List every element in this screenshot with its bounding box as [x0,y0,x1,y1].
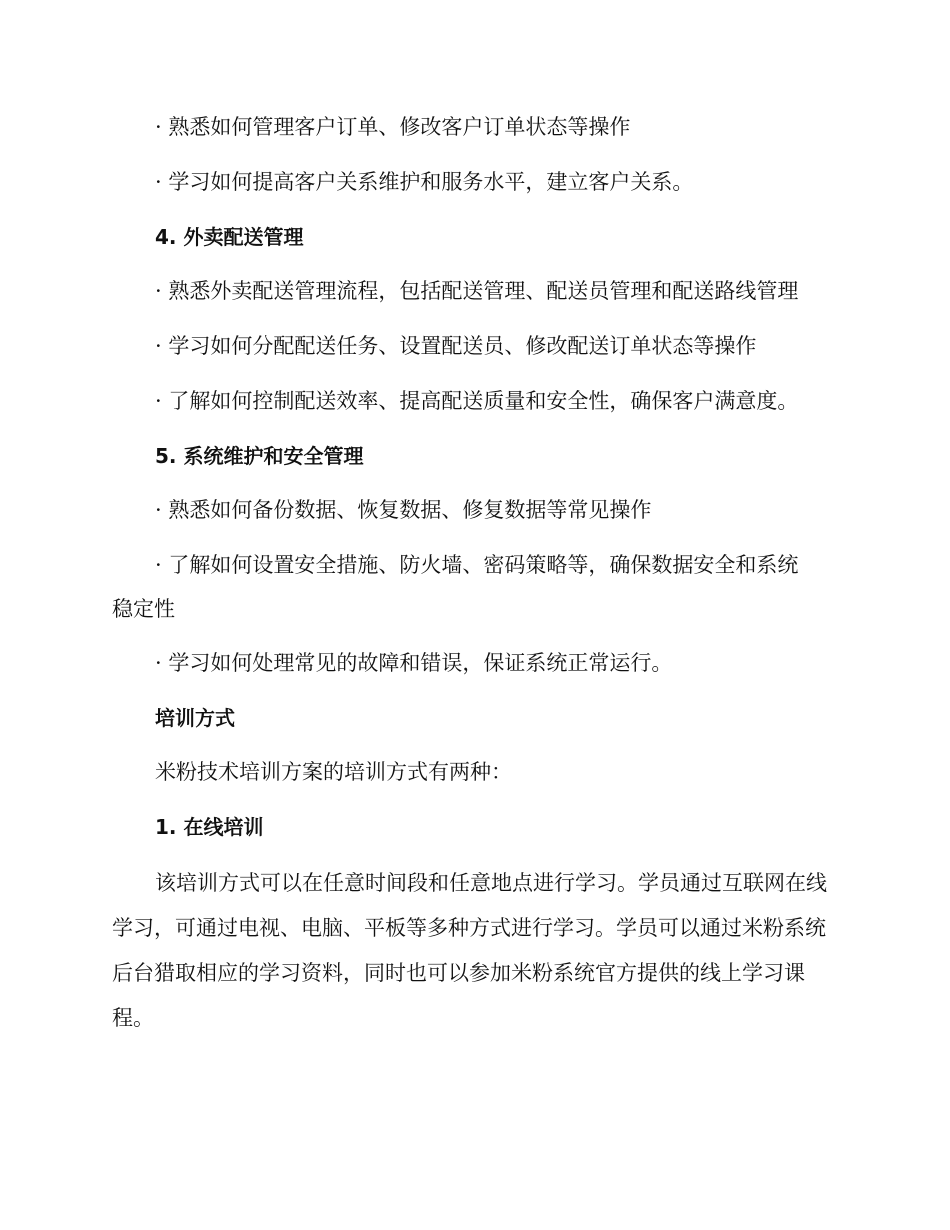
bullet-security-measures: · 了解如何设置安全措施、防火墙、密码策略等，确保数据安全和系统 [155,553,799,577]
section-heading-delivery: 4. 外卖配送管理 [155,225,304,249]
bullet-backup-data: · 熟悉如何备份数据、恢复数据、修复数据等常见操作 [155,498,652,522]
bullet-customer-relations: · 学习如何提高客户关系维护和服务水平，建立客户关系。 [155,170,694,194]
training-methods-intro: 米粉技术培训方案的培训方式有两种： [155,760,512,784]
bullet-security-measures-cont: 稳定性 [112,597,175,621]
section-heading-maintenance: 5. 系统维护和安全管理 [155,444,364,468]
bullet-assign-delivery: · 学习如何分配配送任务、设置配送员、修改配送订单状态等操作 [155,334,757,358]
bullet-manage-orders: · 熟悉如何管理客户订单、修改客户订单状态等操作 [155,115,631,139]
section-heading-online-training: 1. 在线培训 [155,815,264,839]
online-training-paragraph: 该培训方式可以在任意时间段和任意地点进行学习。学员通过互联网在线学习，可通过电视、电脑、平板等多种方式进行学习。学员可以通过米粉系统后台猎取相应的学习资料，同时也可以参加米粉系统官方提供的线上学习课程。 [112,871,827,1030]
bullet-delivery-process: · 熟悉外卖配送管理流程，包括配送管理、配送员管理和配送路线管理 [155,279,799,303]
bullet-delivery-efficiency: · 了解如何控制配送效率、提高配送质量和安全性，确保客户满意度。 [155,389,799,413]
section-heading-training-methods: 培训方式 [155,706,235,730]
bullet-troubleshooting: · 学习如何处理常见的故障和错误，保证系统正常运行。 [155,651,673,675]
